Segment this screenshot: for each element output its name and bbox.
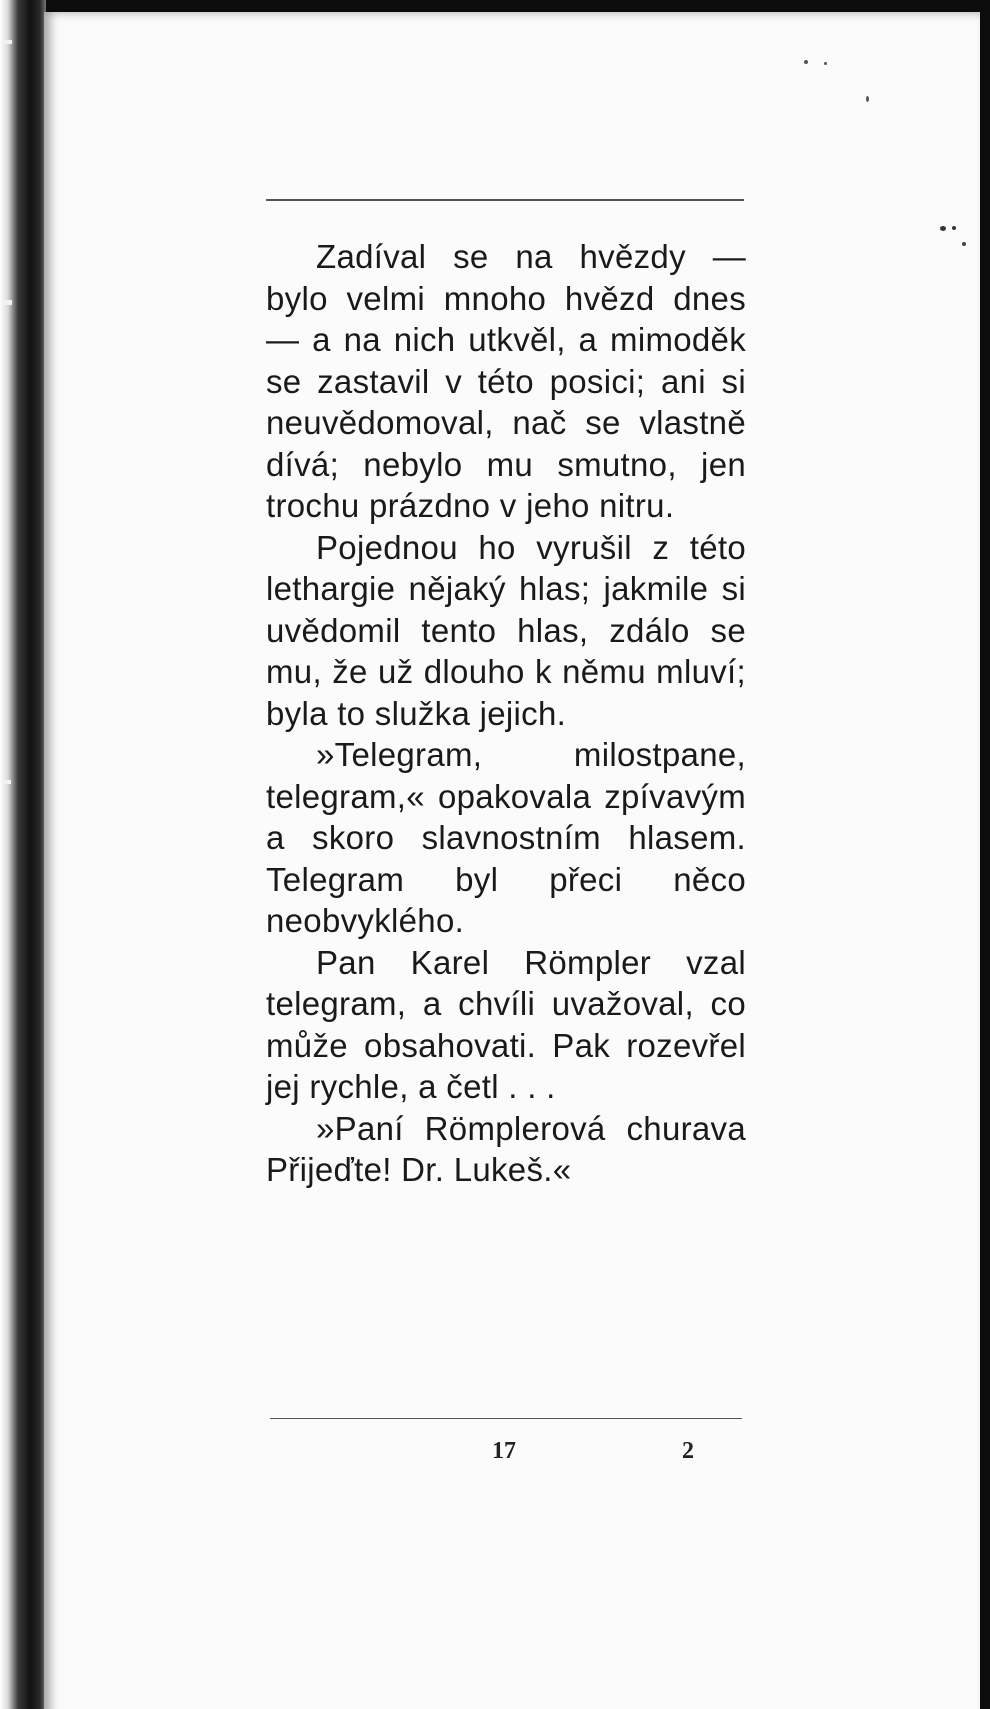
binding-speck [2,40,12,44]
binding-speck [2,780,11,784]
ink-speck [940,226,946,231]
paragraph: »Telegram, milostpane, telegram,« opakovala zpívavým a skoro slavnostním hlasem. Telegram byl přeci něco neobvyklého. [266,736,746,939]
paragraph: »Paní Römplerová churava Přijeďte! Dr. Lukeš.« [266,1109,746,1188]
ink-speck [804,60,808,64]
bottom-rule [270,1418,742,1419]
paragraph: Pan Karel Römpler vzal telegram, a chvíli uvažoval, co může obsahovati. Pak rozevřel jej rychle, a četl . . . [266,943,746,1105]
page-number: 17 [492,1438,516,1464]
signature-mark: 2 [682,1438,694,1464]
body-text [266,236,746,1191]
paragraph: Pojednou ho vyrušil z této lethargie nějaký hlas; jakmile si uvědomil tento hlas, zdálo se mu, že už dlouho k němu mluví; byla to služka jejich. [266,528,746,732]
paragraph: Zadíval se na hvězdy — bylo velmi mnoho hvězd dnes — a na nich utkvěl, a mimoděk se zastavil v této posici; ani si neuvědomoval, nač se vlastně dívá; nebylo mu smutno, jen trochu prázdno v jeho nitru. [266,238,746,524]
ink-speck [962,242,966,246]
binding-speck [4,300,12,305]
book-binding-edge [0,0,46,1709]
ink-speck [952,226,956,230]
ink-speck [824,62,827,65]
top-rule [266,199,744,201]
ink-speck [866,96,869,102]
